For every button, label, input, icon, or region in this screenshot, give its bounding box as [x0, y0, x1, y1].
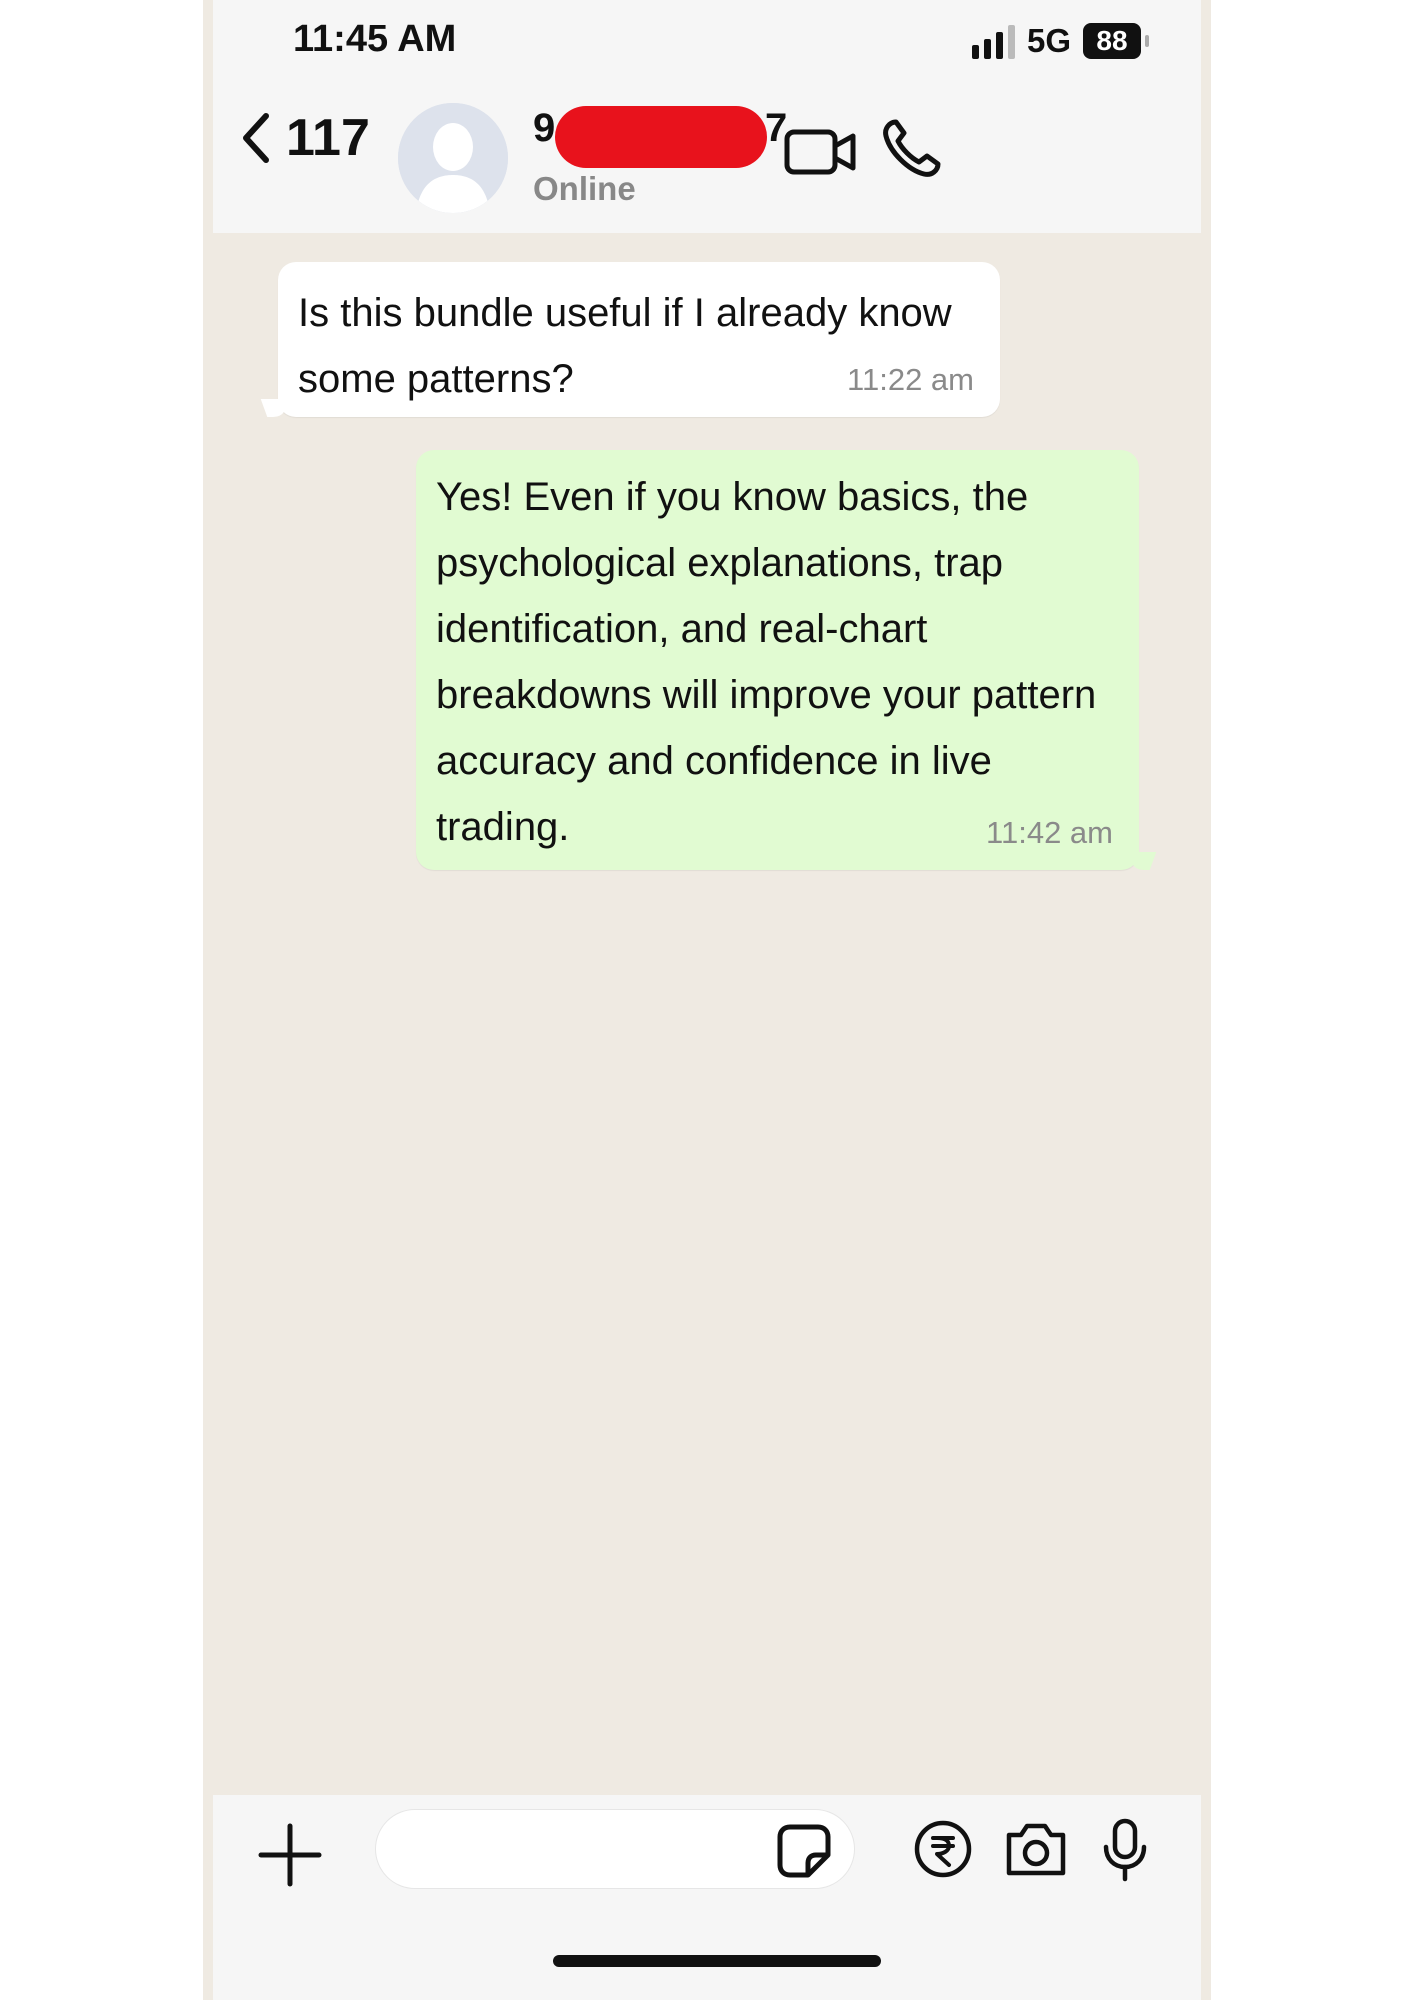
default-avatar-icon [398, 103, 508, 213]
rupee-payment-icon[interactable] [913, 1819, 973, 1879]
home-indicator[interactable] [553, 1955, 881, 1967]
contact-name[interactable] [533, 106, 793, 166]
message-time: 11:42 am [986, 815, 1113, 850]
avatar[interactable] [398, 103, 508, 213]
battery-icon [1083, 23, 1141, 59]
outgoing-message[interactable] [416, 450, 1139, 870]
incoming-message[interactable] [278, 262, 1000, 417]
microphone-icon[interactable] [1098, 1817, 1152, 1883]
sticker-icon[interactable] [776, 1823, 832, 1879]
chat-header [213, 88, 1201, 233]
status-time: 11:45 AM [293, 18, 457, 60]
message-composer [213, 1795, 1201, 2000]
status-indicators [972, 16, 1141, 66]
status-bar [213, 0, 1201, 88]
signal-icon [972, 23, 1015, 59]
camera-icon[interactable] [1003, 1819, 1069, 1879]
back-button[interactable] [238, 108, 370, 168]
redaction-mark [555, 106, 767, 168]
video-call-icon[interactable] [783, 124, 859, 180]
contact-name-end: 7 [765, 106, 788, 150]
contact-name-start: 9 [533, 106, 556, 150]
unread-count: 117 [286, 109, 370, 167]
plus-icon[interactable] [255, 1820, 325, 1890]
message-text: Is this bundle useful if I already know some patterns? [298, 291, 952, 401]
battery-level: 88 [1096, 25, 1128, 56]
contact-status: Online [533, 170, 636, 207]
phone-screen [203, 0, 1211, 2000]
back-chevron-icon [238, 110, 272, 166]
phone-icon[interactable] [878, 116, 944, 182]
network-type: 5G [1026, 22, 1071, 59]
message-text: Yes! Even if you know basics, the psychological explanations, trap identification, and real-chart breakdowns will improve your pattern accuracy and confidence in live trading. [436, 475, 1097, 849]
message-time: 11:22 am [847, 362, 974, 397]
